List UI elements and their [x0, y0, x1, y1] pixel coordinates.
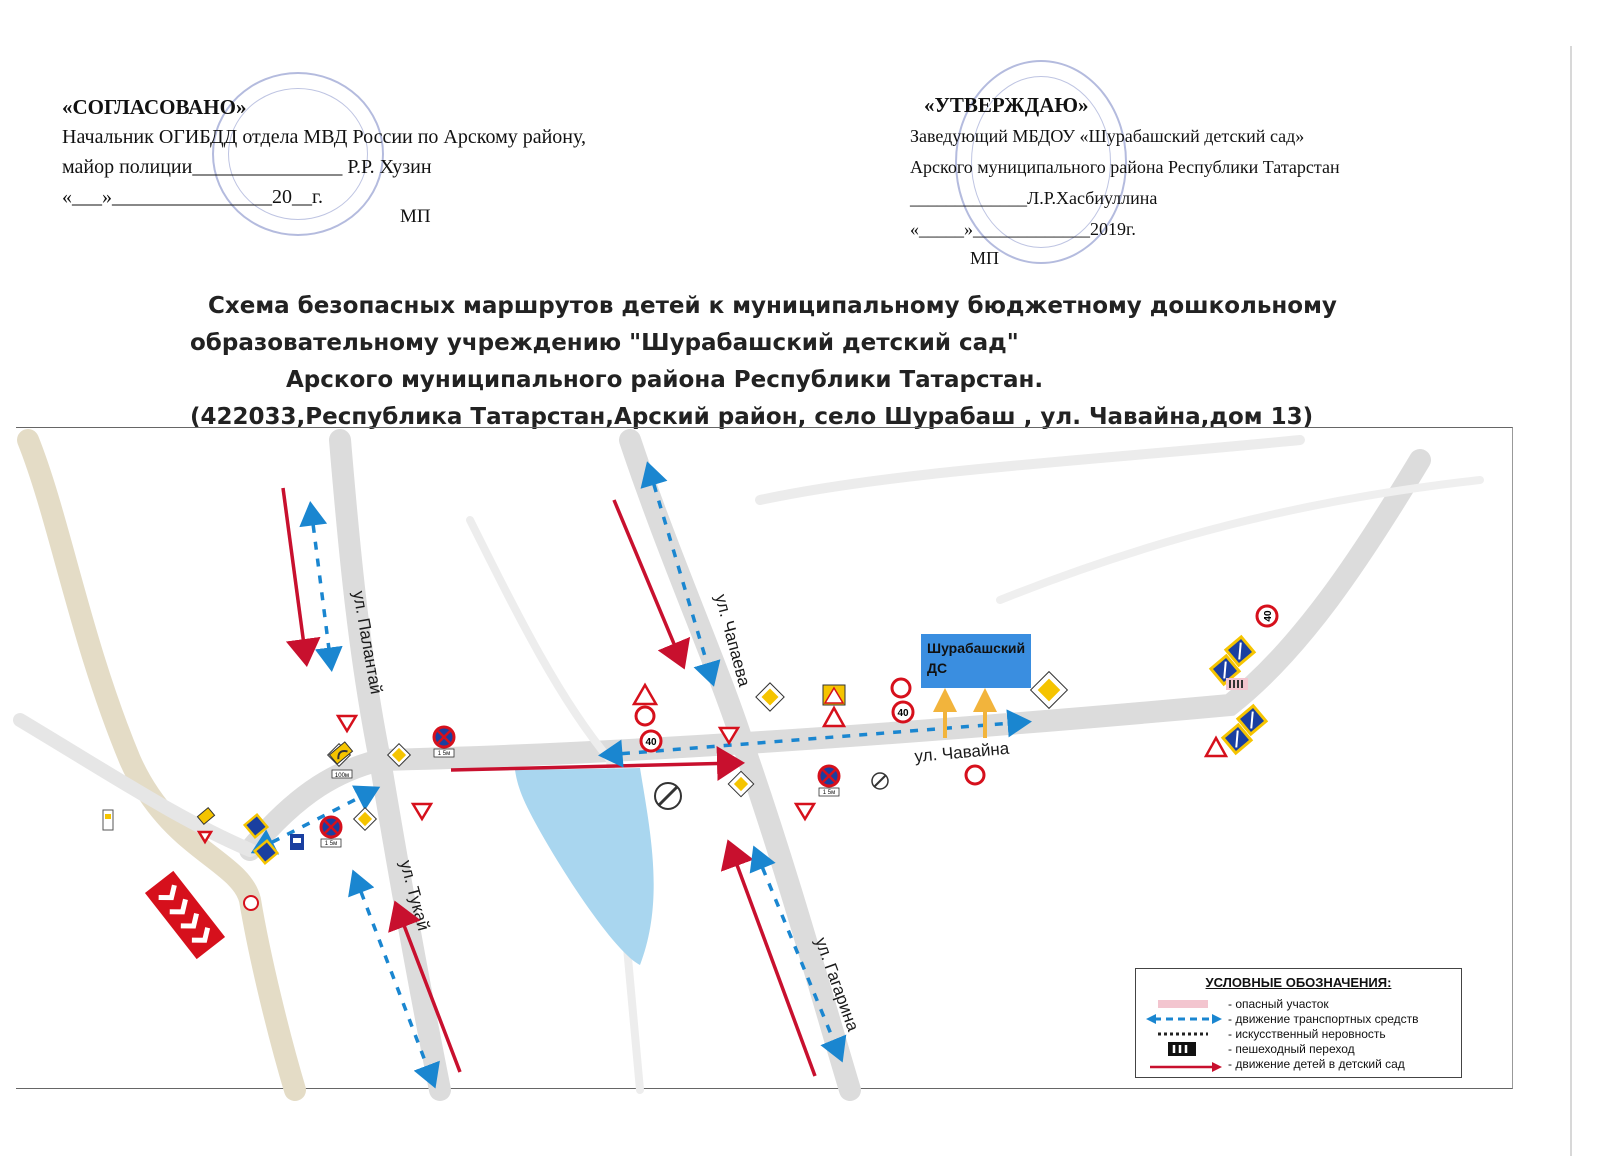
confirm-position: Заведующий МБДОУ «Шурабашский детский сад»	[910, 126, 1305, 146]
road-gagarina	[745, 750, 850, 1090]
main-highway	[28, 440, 295, 1090]
kindergarten-building: Шурабашский ДС	[921, 634, 1031, 688]
approval-position: Начальник ОГИБДД отдела МВД России по Арскому району,	[62, 126, 587, 148]
svg-text:1 5м: 1 5м	[822, 790, 836, 796]
approval-signatory: майор полиции_______________ Р.Р. Хузин	[62, 156, 432, 178]
approval-date: «___»________________20__г.	[62, 186, 323, 208]
title-line-2: образовательному учреждению "Шурабашский детский сад"	[190, 330, 1019, 356]
legend-symbols	[1136, 969, 1226, 1079]
legend-item-crosswalk: - пешеходный переход	[1228, 1042, 1355, 1056]
svg-text:1 5м: 1 5м	[324, 841, 338, 847]
plate-100m: 100м	[334, 773, 350, 779]
street-label-tukai: ул. Тукай	[396, 858, 434, 933]
street-label-gagarina: ул. Гагарина	[811, 934, 863, 1034]
legend-item-speed-bump: - искусственный неровность	[1228, 1027, 1386, 1041]
road-west	[20, 720, 250, 850]
children-crossing-sign	[823, 685, 845, 705]
svg-text:40: 40	[645, 737, 657, 748]
title-line-1: Схема безопасных маршрутов детей к муниципальному бюджетному дошкольному	[208, 293, 1337, 319]
confirm-district: Арского муниципального района Республики Татарстан	[910, 157, 1340, 177]
legend-item-vehicles: - движение транспортных средств	[1228, 1012, 1419, 1026]
title-line-4: (422033,Республика Татарстан,Арский район, село Шурабаш , ул. Чавайна,дом 13)	[190, 404, 1314, 430]
approval-mp: МП	[400, 206, 431, 227]
street-label-chavaina: ул. Чавайна	[913, 738, 1010, 766]
title-line-3: Арского муниципального района Республики Татарстан.	[286, 367, 1044, 393]
legend-crosswalk-symbol	[1168, 1042, 1196, 1056]
legend-item-danger: - опасный участок	[1228, 997, 1329, 1011]
approval-heading: «СОГЛАСОВАНО»	[62, 95, 247, 119]
road-north-diag	[760, 440, 1300, 500]
confirm-date: «_____»_____________2019г.	[910, 219, 1136, 239]
legend-danger-symbol	[1158, 1000, 1208, 1008]
legend-title: УСЛОВНЫЕ ОБОЗНАЧЕНИЯ:	[1205, 975, 1392, 990]
danger-chevron-sign	[145, 871, 225, 959]
svg-text:40: 40	[1263, 610, 1274, 622]
pond	[515, 768, 654, 965]
street-label-chapaeva: ул. Чапаева	[711, 592, 754, 689]
svg-text:40: 40	[897, 708, 909, 719]
confirm-mp: МП	[970, 248, 1000, 268]
crosswalk-marking	[1226, 678, 1248, 690]
bus-stop-sign	[290, 834, 304, 850]
svg-text:1 5м: 1 5м	[437, 751, 451, 757]
legend-item-children: - движение детей в детский сад	[1228, 1057, 1405, 1071]
confirm-heading: «УТВЕРЖДАЮ»	[924, 93, 1089, 117]
map-legend	[1135, 968, 1462, 1078]
confirm-signatory: _____________Л.Р.Хасбиуллина	[910, 188, 1158, 208]
street-label-palantai: ул. Палантай	[349, 589, 386, 696]
